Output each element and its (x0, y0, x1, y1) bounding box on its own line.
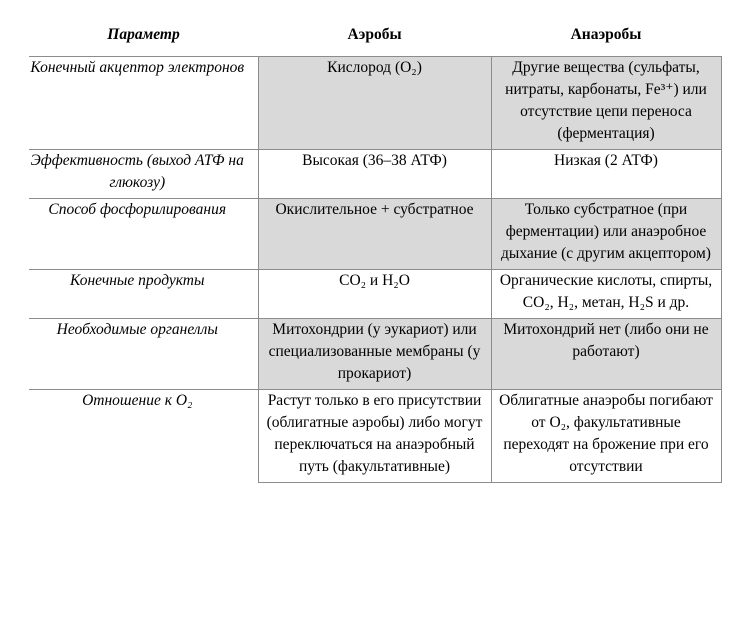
aerobes-cell: Растут только в его присутствии (облигатные аэробы) либо могут переключаться на анаэробный путь (факультативные) (258, 390, 491, 483)
table-row (29, 270, 721, 319)
aerobes-cell: Митохондрии (у эукариот) или специализованные мембраны (у прокариот) (258, 319, 491, 390)
row-parameter-cell: Конечные продукты (29, 270, 258, 319)
row-parameter-cell: Отношение к O₂ (29, 390, 258, 483)
table-row (29, 57, 721, 150)
table-row (29, 319, 721, 390)
anaerobes-cell: Органические кислоты, спирты, CO₂, H₂, метан, H₂S и др. (491, 270, 721, 319)
row-parameter-cell: Способ фосфорилирования (29, 199, 258, 270)
table-row (29, 150, 721, 199)
anaerobes-cell: Низкая (2 АТФ) (491, 150, 721, 199)
header-aerobes: Аэробы (258, 14, 491, 57)
anaerobes-cell: Только субстратное (при ферментации) или анаэробное дыхание (с другим акцептором) (491, 199, 721, 270)
anaerobes-cell: Облигатные анаэробы погибают от O₂, факультативные переходят на брожение при его отсутствии (491, 390, 721, 483)
header-anaerobes: Анаэробы (491, 14, 721, 57)
row-parameter-cell: Конечный акцептор электронов (29, 57, 258, 150)
anaerobes-cell: Другие вещества (сульфаты, нитраты, карбонаты, Fe³⁺) или отсутствие цепи переноса (ферментация) (491, 57, 721, 150)
aerobes-cell: Кислород (O₂) (258, 57, 491, 150)
header-row (29, 14, 721, 57)
row-parameter-cell: Эффективность (выход АТФ на глюкозу) (29, 150, 258, 199)
aerobes-cell: Окислительное + субстратное (258, 199, 491, 270)
table-row (29, 390, 721, 483)
anaerobes-cell: Митохондрий нет (либо они не работают) (491, 319, 721, 390)
aerobes-cell: CO₂ и H₂O (258, 270, 491, 319)
header-parameter: Параметр (29, 14, 258, 57)
comparison-table (29, 14, 722, 483)
aerobes-cell: Высокая (36–38 АТФ) (258, 150, 491, 199)
row-parameter-cell: Необходимые органеллы (29, 319, 258, 390)
table-row (29, 199, 721, 270)
